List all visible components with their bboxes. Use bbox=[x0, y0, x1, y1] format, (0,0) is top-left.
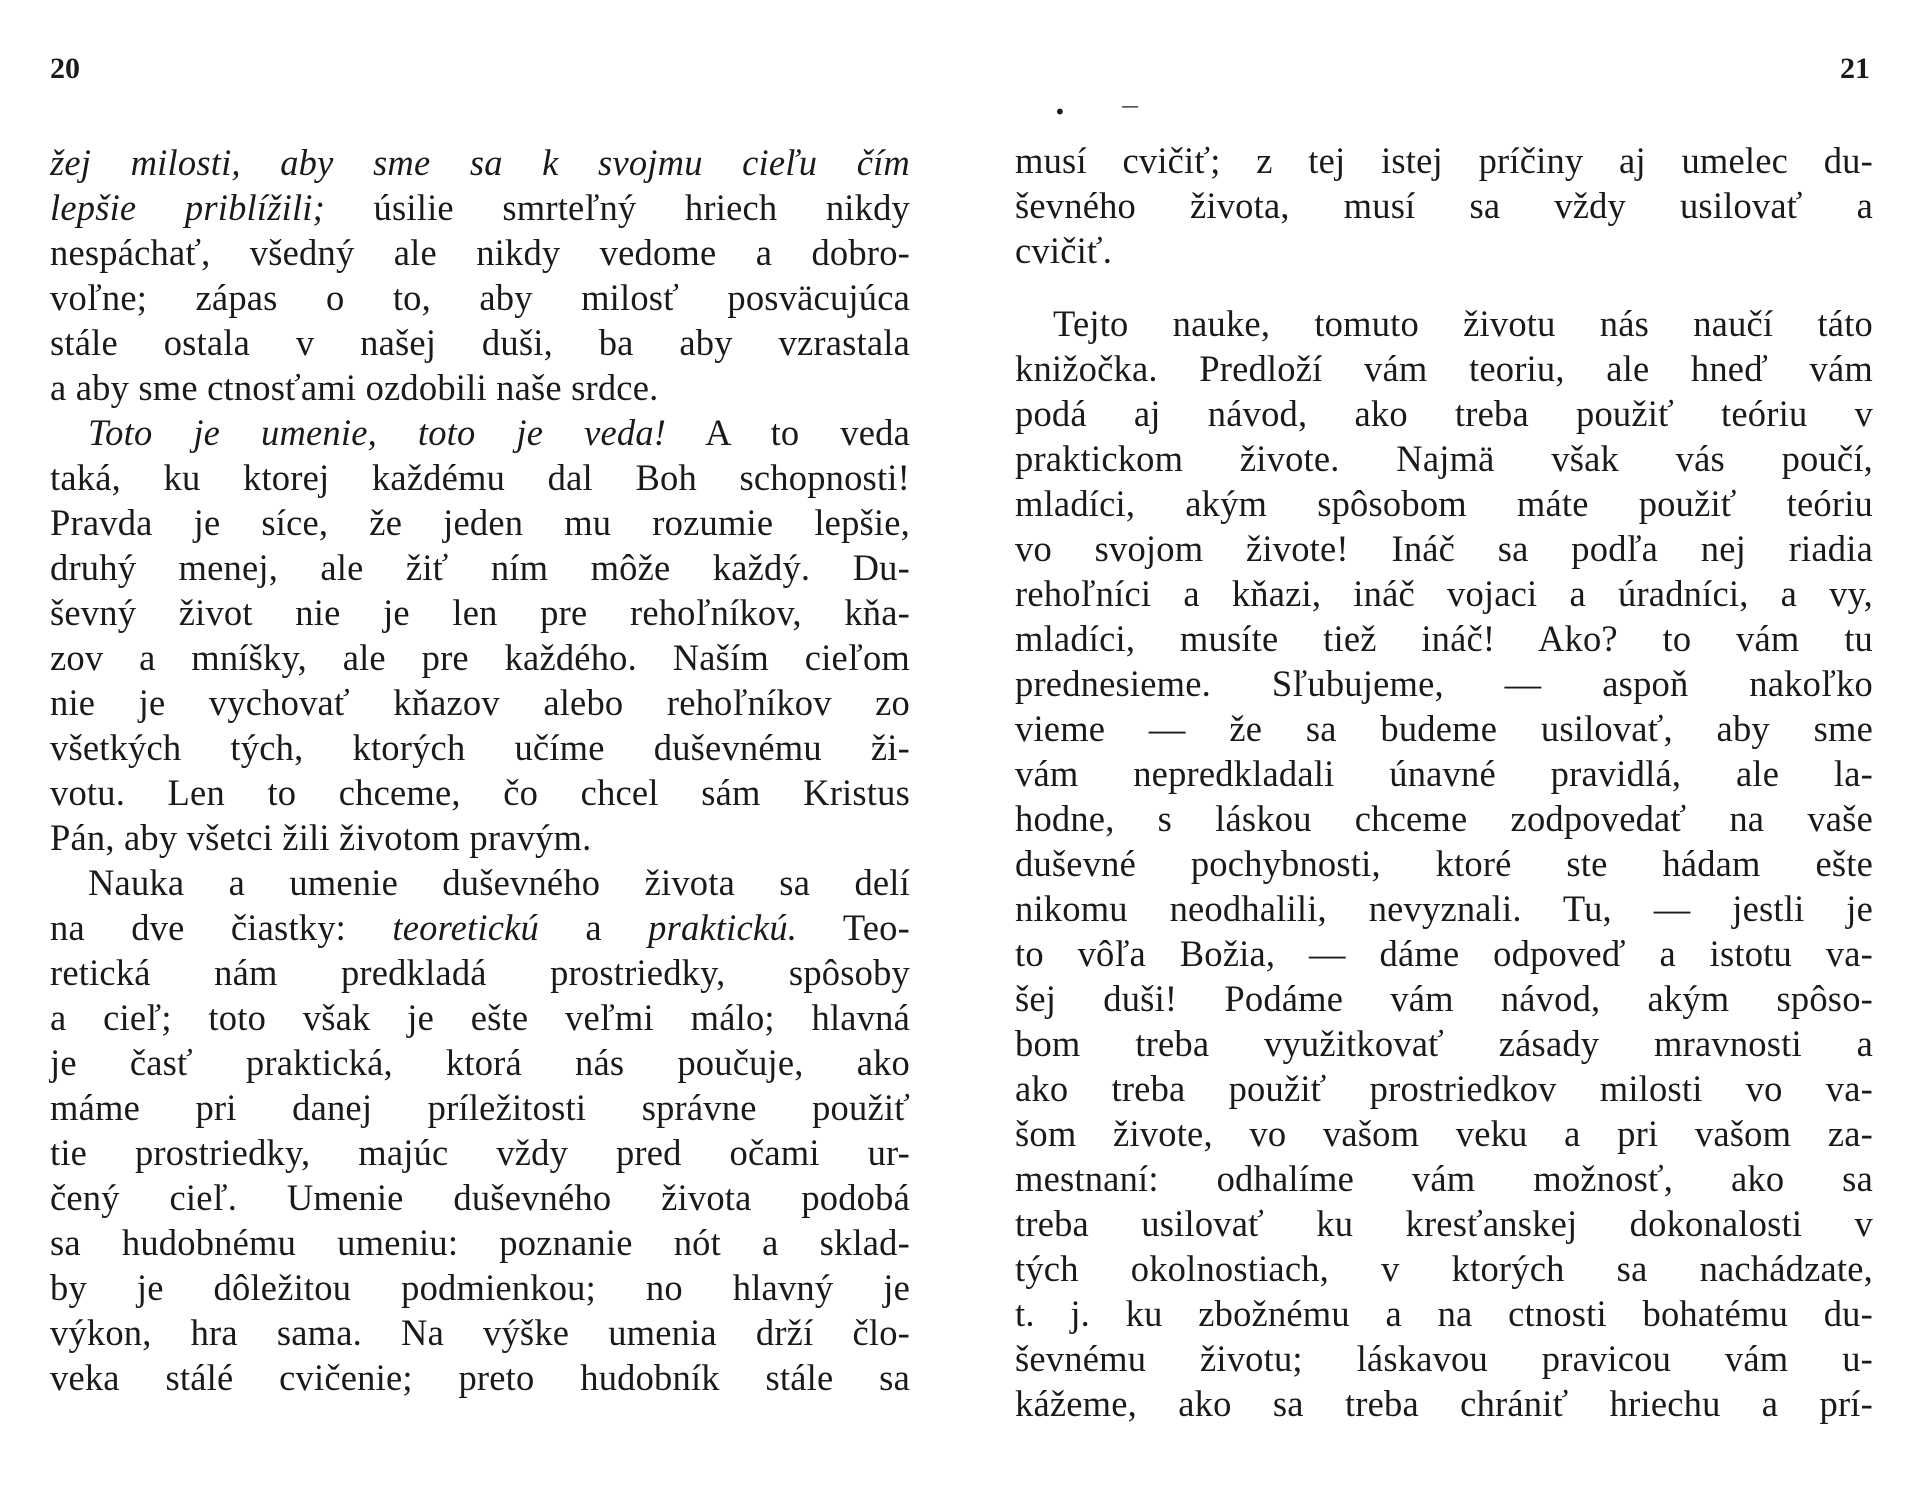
text-run: a aby sme ctnosťami ozdobili naše srdce. bbox=[50, 367, 659, 408]
text-line bbox=[50, 1175, 910, 1220]
text-run: knižočka. Predloží vám teoriu, ale hneď vám bbox=[1015, 348, 1873, 389]
text-line bbox=[50, 455, 910, 500]
right-page bbox=[957, 0, 1914, 1500]
text-line bbox=[50, 725, 910, 770]
text-line bbox=[1015, 1021, 1873, 1066]
text-run: nespáchať, všedný ale nikdy vedome a dobro- bbox=[50, 232, 910, 273]
text-line bbox=[1015, 228, 1873, 273]
text-line bbox=[50, 815, 910, 860]
text-run: je časť praktická, ktorá nás poučuje, ako bbox=[50, 1042, 910, 1083]
text-run: čený cieľ. Umenie duševného života podobá bbox=[50, 1177, 910, 1218]
text-run: vám nepredkladali únavné pravidlá, ale la- bbox=[1015, 753, 1873, 794]
print-speck-dot: • bbox=[1054, 100, 1066, 124]
text-run: praktickom živote. Najmä však vás poučí, bbox=[1015, 438, 1873, 479]
text-run: Pravda je síce, že jeden mu rozumie lepšie, bbox=[50, 502, 910, 543]
text-line bbox=[50, 1265, 910, 1310]
text-line bbox=[1015, 571, 1873, 616]
text-line bbox=[1015, 1156, 1873, 1201]
text-line bbox=[1015, 1246, 1873, 1291]
text-line bbox=[1015, 346, 1873, 391]
text-run: úsilie smrteľný hriech nikdy bbox=[325, 187, 910, 228]
text-run: stále ostala v našej duši, ba aby vzrastala bbox=[50, 322, 910, 363]
right-page-text bbox=[1015, 138, 1873, 1426]
italic-text-run: lepšie priblížili; bbox=[50, 187, 325, 228]
text-run: Nauka a umenie duševného života sa delí bbox=[88, 862, 910, 903]
text-line bbox=[50, 1040, 910, 1085]
text-line bbox=[50, 320, 910, 365]
text-line bbox=[1015, 661, 1873, 706]
text-run: hodne, s láskou chceme zodpovedať na vaše bbox=[1015, 798, 1873, 839]
text-run: duševné pochybnosti, ktoré ste hádam ešte bbox=[1015, 843, 1873, 884]
text-line bbox=[50, 275, 910, 320]
italic-text-run: Toto je umenie, toto je veda! bbox=[88, 412, 667, 453]
text-run: druhý menej, ale žiť ním môže každý. Du- bbox=[50, 547, 910, 588]
text-run: taká, ku ktorej každému dal Boh schopnosti! bbox=[50, 457, 910, 498]
text-line bbox=[50, 140, 910, 185]
text-run: mladíci, musíte tiež ináč! Ako? to vám tu bbox=[1015, 618, 1873, 659]
text-line bbox=[1015, 1336, 1873, 1381]
text-line bbox=[1015, 1066, 1873, 1111]
text-line bbox=[1015, 616, 1873, 661]
text-run: tie prostriedky, majúc vždy pred očami ur- bbox=[50, 1132, 910, 1173]
text-line bbox=[50, 635, 910, 680]
text-run: šej duši! Podáme vám návod, akým spôso- bbox=[1015, 978, 1873, 1019]
text-line bbox=[1015, 526, 1873, 571]
text-line bbox=[50, 995, 910, 1040]
text-run: na dve čiastky: bbox=[50, 907, 393, 948]
text-run: kážeme, ako sa treba chrániť hriechu a prí- bbox=[1015, 1383, 1873, 1424]
text-line bbox=[50, 410, 910, 455]
text-line bbox=[50, 905, 910, 950]
text-line bbox=[1015, 138, 1873, 183]
text-run: máme pri danej príležitosti správne použiť bbox=[50, 1087, 910, 1128]
text-line bbox=[50, 770, 910, 815]
text-run: Tejto nauke, tomuto životu nás naučí táto bbox=[1053, 303, 1873, 344]
text-line bbox=[1015, 706, 1873, 751]
text-run: nikomu neodhalili, nevyznali. Tu, — jestli je bbox=[1015, 888, 1873, 929]
text-run: veka stálé cvičenie; preto hudobník stále sa bbox=[50, 1357, 910, 1398]
text-run: A to veda bbox=[666, 412, 911, 453]
text-line bbox=[50, 860, 910, 905]
italic-text-run: žej milosti, aby sme sa k svojmu cieľu čím bbox=[50, 142, 910, 183]
text-line bbox=[1015, 183, 1873, 228]
text-run: by je dôležitou podmienkou; no hlavný je bbox=[50, 1267, 910, 1308]
text-run: šom živote, vo vašom veku a pri vašom za- bbox=[1015, 1113, 1873, 1154]
text-line bbox=[1015, 1291, 1873, 1336]
text-line bbox=[1015, 301, 1873, 346]
text-line bbox=[1015, 1111, 1873, 1156]
text-line bbox=[1015, 751, 1873, 796]
text-line bbox=[50, 1355, 910, 1400]
left-page-text bbox=[50, 140, 910, 1400]
page-number-left: 20 bbox=[50, 52, 80, 85]
text-line bbox=[50, 185, 910, 230]
page-number-right: 21 bbox=[1840, 52, 1870, 85]
text-line bbox=[50, 950, 910, 995]
print-speck-dash: — bbox=[1121, 96, 1139, 117]
text-line bbox=[50, 590, 910, 635]
text-run: výkon, hra sama. Na výške umenia drží člo- bbox=[50, 1312, 910, 1353]
text-line bbox=[50, 680, 910, 725]
text-line bbox=[1015, 391, 1873, 436]
text-line bbox=[1015, 841, 1873, 886]
text-run: musí cvičiť; z tej istej príčiny aj umelec du- bbox=[1015, 140, 1873, 181]
text-line bbox=[50, 1310, 910, 1355]
text-run: cvičiť. bbox=[1015, 230, 1113, 271]
text-run: mestnaní: odhalíme vám možnosť, ako sa bbox=[1015, 1158, 1873, 1199]
text-run: ševnému životu; láskavou pravicou vám u- bbox=[1015, 1338, 1873, 1379]
text-run: to vôľa Božia, — dáme odpoveď a istotu va- bbox=[1015, 933, 1873, 974]
italic-text-run: praktickú. bbox=[648, 907, 798, 948]
text-line bbox=[1015, 1381, 1873, 1426]
text-line bbox=[50, 1220, 910, 1265]
text-line bbox=[1015, 931, 1873, 976]
text-run: t. j. ku zbožnému a na ctnosti bohatému du- bbox=[1015, 1293, 1873, 1334]
text-run: nie je vychovať kňazov alebo rehoľníkov zo bbox=[50, 682, 910, 723]
text-run: prednesieme. Sľubujeme, — aspoň nakoľko bbox=[1015, 663, 1873, 704]
text-run: voľne; zápas o to, aby milosť posväcujúca bbox=[50, 277, 910, 318]
text-run: ševný život nie je len pre rehoľníkov, kňa- bbox=[50, 592, 910, 633]
text-line bbox=[1015, 1201, 1873, 1246]
text-run: ako treba použiť prostriedkov milosti vo va- bbox=[1015, 1068, 1873, 1109]
text-run: a bbox=[538, 907, 649, 948]
text-run: Pán, aby všetci žili životom pravým. bbox=[50, 817, 592, 858]
text-run: treba usilovať ku kresťanskej dokonalosti v bbox=[1015, 1203, 1873, 1244]
text-run: mladíci, akým spôsobom máte použiť teóriu bbox=[1015, 483, 1873, 524]
text-run: tých okolnostiach, v ktorých sa nachádzate, bbox=[1015, 1248, 1873, 1289]
text-run: Teo- bbox=[797, 907, 910, 948]
text-line bbox=[50, 1130, 910, 1175]
text-line bbox=[50, 545, 910, 590]
text-run: retická nám predkladá prostriedky, spôsoby bbox=[50, 952, 910, 993]
text-line bbox=[1015, 796, 1873, 841]
text-run: rehoľníci a kňazi, ináč vojaci a úradníci, a vy, bbox=[1015, 573, 1873, 614]
text-line bbox=[1015, 976, 1873, 1021]
text-run: a cieľ; toto však je ešte veľmi málo; hlavná bbox=[50, 997, 910, 1038]
text-line bbox=[1015, 481, 1873, 526]
text-run: votu. Len to chceme, čo chcel sám Kristus bbox=[50, 772, 910, 813]
text-run: zov a mníšky, ale pre každého. Naším cieľom bbox=[50, 637, 910, 678]
text-line bbox=[1015, 436, 1873, 481]
text-run: vo svojom živote! Ináč sa podľa nej riadia bbox=[1015, 528, 1873, 569]
text-run: bom treba využitkovať zásady mravnosti a bbox=[1015, 1023, 1873, 1064]
text-line bbox=[50, 365, 910, 410]
text-run: sa hudobnému umeniu: poznanie nót a sklad- bbox=[50, 1222, 910, 1263]
text-run: podá aj návod, ako treba použiť teóriu v bbox=[1015, 393, 1873, 434]
text-line bbox=[1015, 886, 1873, 931]
text-run: vieme — že sa budeme usilovať, aby sme bbox=[1015, 708, 1873, 749]
italic-text-run: teoretickú bbox=[392, 907, 539, 948]
text-line bbox=[50, 1085, 910, 1130]
text-line bbox=[50, 230, 910, 275]
text-run: ševného života, musí sa vždy usilovať a bbox=[1015, 185, 1873, 226]
text-run: všetkých tých, ktorých učíme duševnému ži- bbox=[50, 727, 910, 768]
text-line bbox=[50, 500, 910, 545]
